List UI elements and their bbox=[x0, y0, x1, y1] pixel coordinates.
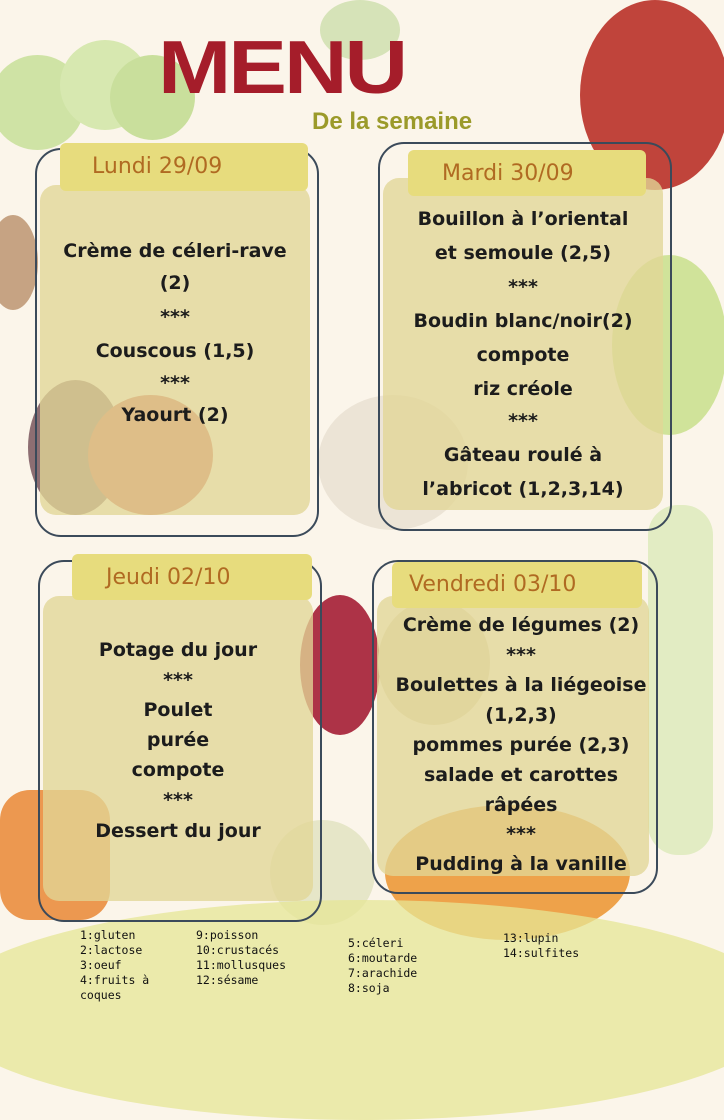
allergen-item: 10:crustacés bbox=[196, 943, 280, 957]
dish-text: pommes purée (2,3) bbox=[412, 734, 630, 756]
allergen-item: coques bbox=[80, 988, 122, 1002]
page-title: MENU bbox=[158, 24, 406, 110]
hazelnut-image bbox=[0, 215, 38, 310]
allergen-item: 2:lactose bbox=[80, 943, 143, 957]
dish-text: Pudding à la vanille bbox=[415, 853, 627, 875]
allergen-column bbox=[80, 928, 149, 1003]
dish-text: compote bbox=[476, 344, 570, 366]
dish-separator: *** bbox=[163, 669, 193, 691]
dish-separator: *** bbox=[506, 644, 536, 666]
allergen-item: 11:mollusques bbox=[196, 958, 287, 972]
dish-text: Crème de légumes (2) bbox=[402, 614, 640, 636]
dish-text: Boulettes à la liégeoise bbox=[395, 674, 647, 696]
allergen-item: 12:sésame bbox=[196, 973, 259, 987]
allergen-column bbox=[348, 936, 417, 996]
day-title: Jeudi 02/10 bbox=[106, 565, 231, 590]
dish-text: Bouillon à l’oriental bbox=[417, 208, 629, 230]
dish-separator: *** bbox=[163, 789, 193, 811]
dish-text: et semoule (2,5) bbox=[434, 242, 612, 264]
allergen-item: 1:gluten bbox=[80, 928, 136, 942]
dish-separator: *** bbox=[160, 372, 190, 394]
allergen-item: 4:fruits à bbox=[80, 973, 150, 987]
dish-text: Potage du jour bbox=[98, 639, 258, 661]
dish-separator: *** bbox=[508, 410, 538, 432]
allergen-column bbox=[503, 931, 579, 961]
dish-text: Poulet bbox=[143, 699, 213, 721]
allergen-item: 14:sulfites bbox=[503, 946, 580, 960]
dish-text: purée bbox=[146, 729, 210, 751]
allergen-item: 6:moutarde bbox=[348, 951, 418, 965]
page-subtitle: De la semaine bbox=[312, 108, 473, 135]
day-title: Lundi 29/09 bbox=[92, 154, 223, 179]
dish-text: râpées bbox=[484, 794, 558, 816]
allergen-item: 7:arachide bbox=[348, 966, 418, 980]
dish-text: Couscous (1,5) bbox=[95, 340, 255, 362]
allergen-item: 13:lupin bbox=[503, 931, 559, 945]
dish-text: riz créole bbox=[473, 378, 573, 400]
dish-text: Crème de céleri-rave bbox=[63, 240, 287, 262]
dish-text: Gâteau roulé à bbox=[443, 444, 603, 466]
allergen-column bbox=[196, 928, 286, 988]
day-title: Mardi 30/09 bbox=[442, 161, 574, 186]
dish-separator: *** bbox=[506, 823, 536, 845]
dish-text: Dessert du jour bbox=[95, 820, 261, 842]
dish-text: compote bbox=[131, 759, 225, 781]
allergen-item: 8:soja bbox=[348, 981, 390, 995]
dish-text: Boudin blanc/noir(2) bbox=[413, 310, 633, 332]
day-title: Vendredi 03/10 bbox=[409, 572, 577, 597]
allergen-item: 9:poisson bbox=[196, 928, 259, 942]
dish-text: (2) bbox=[159, 272, 191, 294]
allergen-item: 3:oeuf bbox=[80, 958, 122, 972]
allergen-item: 5:céleri bbox=[348, 936, 404, 950]
dish-text: salade et carottes bbox=[423, 764, 619, 786]
dish-separator: *** bbox=[160, 306, 190, 328]
dish-separator: *** bbox=[508, 276, 538, 298]
dish-text: Yaourt (2) bbox=[121, 404, 229, 426]
dish-text: (1,2,3) bbox=[485, 704, 557, 726]
dish-text: l’abricot (1,2,3,14) bbox=[422, 478, 624, 500]
